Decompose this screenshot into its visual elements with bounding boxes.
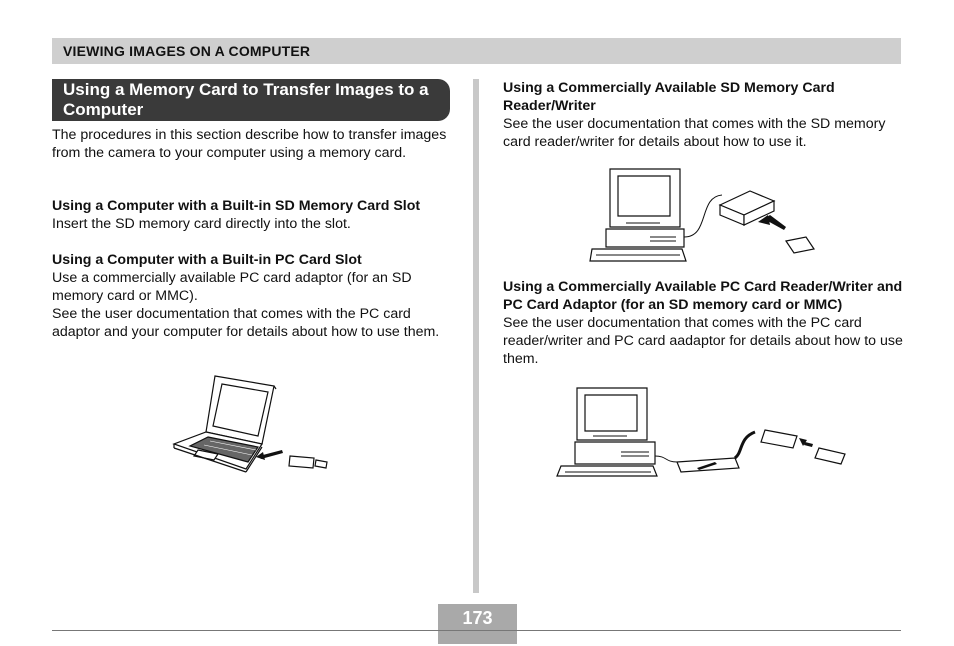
laptop-illustration xyxy=(170,374,335,472)
page-number-box xyxy=(438,604,517,644)
footer-rule xyxy=(52,630,901,631)
section-title-bar xyxy=(52,79,450,121)
intro-paragraph: The procedures in this section describe how to transfer images from the camera to your computer using a memory card. xyxy=(52,127,447,161)
column-divider xyxy=(473,79,479,593)
desktop-sd-reader-illustration xyxy=(590,167,816,265)
pc-slot-heading: Using a Computer with a Built-in PC Card Slot xyxy=(52,252,362,268)
chapter-title: VIEWING IMAGES ON A COMPUTER xyxy=(63,43,311,59)
sd-reader-section xyxy=(503,79,903,151)
pc-reader-body: See the user documentation that comes with the PC card reader/writer and PC card aadaptor for details about how to use them. xyxy=(503,315,903,367)
sd-slot-section xyxy=(52,197,452,233)
pc-reader-section xyxy=(503,278,903,368)
sd-slot-body: Insert the SD memory card directly into the slot. xyxy=(52,216,351,232)
pc-reader-heading: Using a Commercially Available PC Card Reader/Writer and PC Card Adaptor (for an SD memory card or MMC) xyxy=(503,279,903,313)
sd-reader-heading: Using a Commercially Available SD Memory Card Reader/Writer xyxy=(503,80,835,114)
pc-slot-body-1: Use a commercially available PC card adaptor (for an SD memory card or MMC). xyxy=(52,270,412,304)
sd-reader-body: See the user documentation that comes with the SD memory card reader/writer for details about how to use it. xyxy=(503,116,886,150)
pc-slot-body-2: See the user documentation that comes with the PC card adaptor and your computer for details about how to use them. xyxy=(52,306,440,340)
section-title: Using a Memory Card to Transfer Images to a Computer xyxy=(63,80,429,119)
page-number: 173 xyxy=(462,608,493,628)
pc-slot-section xyxy=(52,251,452,341)
header-bar xyxy=(52,38,901,64)
desktop-pc-card-reader-illustration xyxy=(557,386,849,478)
sd-slot-heading: Using a Computer with a Built-in SD Memory Card Slot xyxy=(52,198,421,214)
